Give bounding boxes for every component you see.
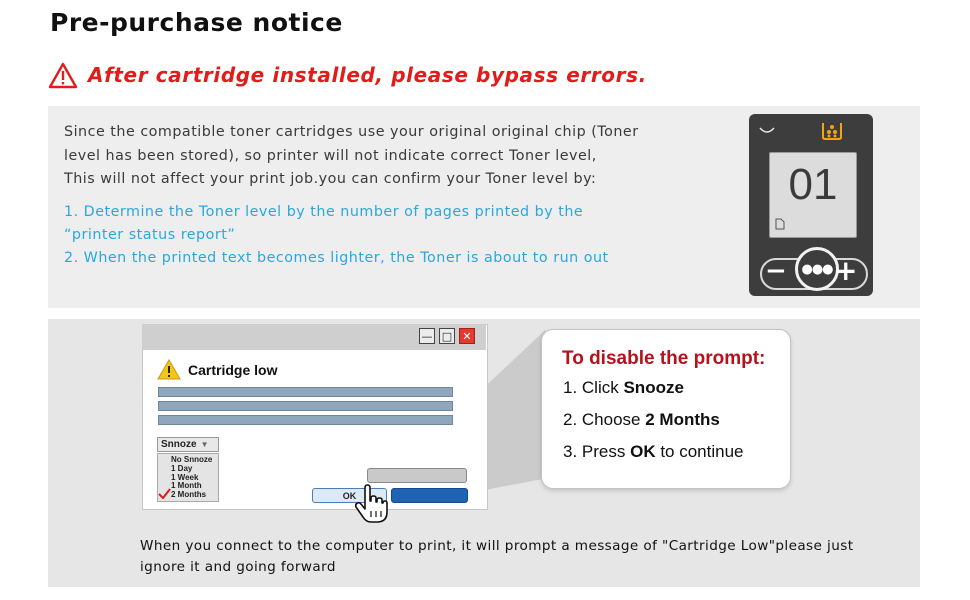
ok-button[interactable]: OK: [312, 488, 387, 503]
step-keyword: Snooze: [623, 378, 684, 397]
hand-pointer-icon: [354, 484, 388, 524]
minimize-icon[interactable]: —: [419, 328, 435, 344]
plus-button[interactable]: +: [834, 254, 858, 287]
step-text: 2. Choose: [563, 410, 646, 429]
notice-line: level has been stored), so printer will not indicate correct Toner level,: [64, 148, 597, 164]
notice-line: This will not affect your print job.you can confirm your Toner level by:: [64, 171, 597, 187]
step-keyword: OK: [630, 442, 656, 461]
warning-row: [48, 58, 647, 92]
minus-button[interactable]: −: [765, 256, 787, 286]
callout-title: To disable the prompt:: [562, 348, 766, 369]
method-line: 1. Determine the Toner level by the number of pages printed by the: [64, 204, 584, 220]
page-title: Pre-purchase notice: [50, 8, 343, 37]
notice-line: Since the compatible toner cartridges use your original original chip (Toner: [64, 124, 639, 140]
step-text: 1. Click: [563, 378, 624, 397]
toner-icon: [821, 117, 843, 141]
disabled-button: [367, 468, 467, 483]
dialog-title: Cartridge low: [188, 362, 278, 378]
footer-note: When you connect to the computer to print, it will prompt a message of "Cartridge Low"please just ignore it and going forward: [140, 538, 854, 575]
wifi-icon: [757, 122, 777, 136]
warning-triangle-icon: [157, 359, 181, 380]
dialog-text-placeholder: [158, 415, 453, 425]
snooze-option[interactable]: 1 Day: [171, 463, 193, 473]
primary-button[interactable]: [391, 488, 468, 503]
snooze-option[interactable]: 1 Month: [171, 481, 202, 491]
step-keyword: 2 Months: [645, 410, 720, 429]
checkmark-icon: [158, 488, 171, 499]
warning-triangle-icon: [48, 62, 78, 89]
callout-step-2: [563, 410, 720, 430]
step-text: to continue: [655, 442, 744, 461]
snooze-option[interactable]: No Snnoze: [171, 455, 213, 464]
snooze-option[interactable]: 1 Week: [171, 472, 199, 482]
snooze-selected-value: Snnoze: [161, 439, 197, 450]
method-line: “printer status report”: [64, 227, 236, 243]
dialog-text-placeholder: [158, 401, 453, 411]
maximize-icon[interactable]: □: [439, 328, 455, 344]
document-icon: [775, 218, 785, 230]
method-line: 2. When the printed text becomes lighter, the Toner is about to run out: [64, 250, 609, 266]
callout-step-1: [563, 378, 684, 398]
close-icon[interactable]: ✕: [459, 328, 475, 344]
warning-message: After cartridge installed, please bypass errors.: [88, 63, 647, 87]
callout-step-3: [563, 442, 744, 462]
dropdown-arrow-icon: ▼: [200, 440, 209, 449]
snooze-option[interactable]: 2 Months: [171, 490, 207, 500]
lcd-toner-value: 01: [788, 160, 838, 209]
step-text: 3. Press: [563, 442, 631, 461]
ok-dots-button[interactable]: ●●●: [795, 247, 839, 291]
dialog-text-placeholder: [158, 387, 453, 397]
snooze-select[interactable]: [157, 437, 219, 452]
